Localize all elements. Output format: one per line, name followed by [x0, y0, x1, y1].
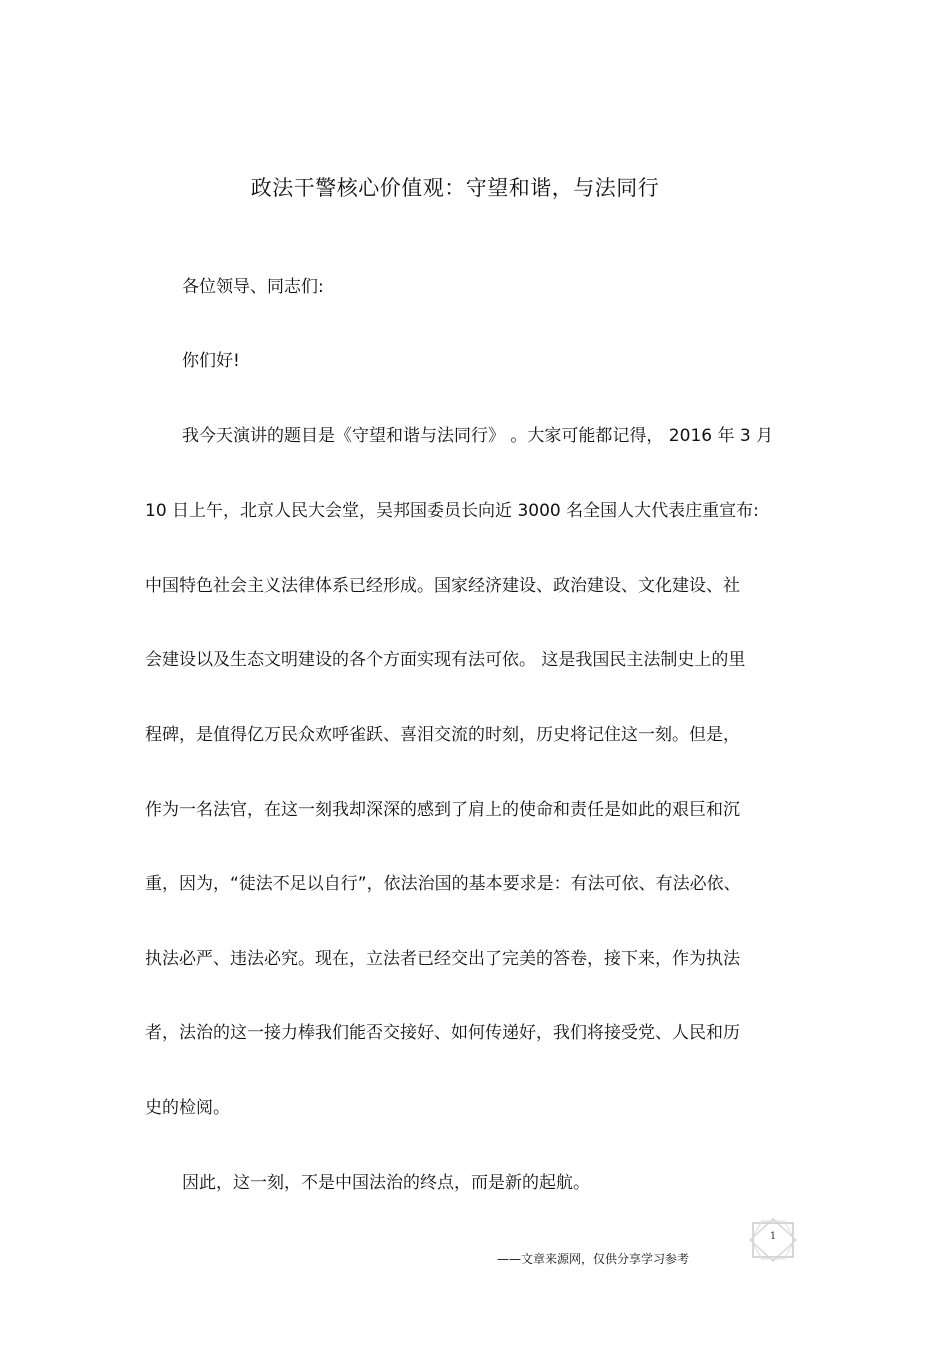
paragraph-line: 程碑，是值得亿万民众欢呼雀跃、喜泪交流的时刻，历史将记住这一刻。但是， — [145, 725, 740, 745]
paragraph-line: 执法必严、违法必究。现在，立法者已经交出了完美的答卷，接下来，作为执法 — [145, 949, 740, 969]
page-number-badge — [748, 1218, 798, 1262]
paragraph-line: 重，因为，“徒法不足以自行”，依法治国的基本要求是：有法可依、有法必依、 — [145, 874, 741, 894]
paragraph-line: 10 日上午，北京人民大会堂，吴邦国委员长向近 3000 名全国人大代表庄重宣布: — [145, 501, 759, 521]
paragraph-line: 我今天演讲的题目是《守望和谐与法同行》 。大家可能都记得， 2016 年 3 月 — [182, 426, 774, 446]
paragraph-line: 中国特色社会主义法律体系已经形成。国家经济建设、政治建设、文化建设、社 — [145, 576, 740, 596]
paragraph-line: 者，法治的这一接力棒我们能否交接好、如何传递好，我们将接受党、人民和历 — [145, 1023, 740, 1043]
salutation-line: 各位领导、同志们: — [182, 277, 324, 297]
paragraph-line: 作为一名法官，在这一刻我却深深的感到了肩上的使命和责任是如此的艰巨和沉 — [145, 800, 740, 820]
page-number: 1 — [769, 1231, 777, 1242]
paragraph-line: 会建设以及生态文明建设的各个方面实现有法可依。 这是我国民主法制史上的里 — [145, 650, 746, 670]
paragraph-line: 史的检阅。 — [145, 1098, 230, 1118]
greeting-line: 你们好! — [182, 351, 240, 371]
document-title: 政法干警核心价值观：守望和谐，与法同行 — [250, 176, 660, 200]
closing-line: 因此，这一刻，不是中国法治的终点，而是新的起航。 — [182, 1173, 590, 1193]
footer-source-note: ——文章来源网，仅供分享学习参考 — [497, 1252, 690, 1266]
